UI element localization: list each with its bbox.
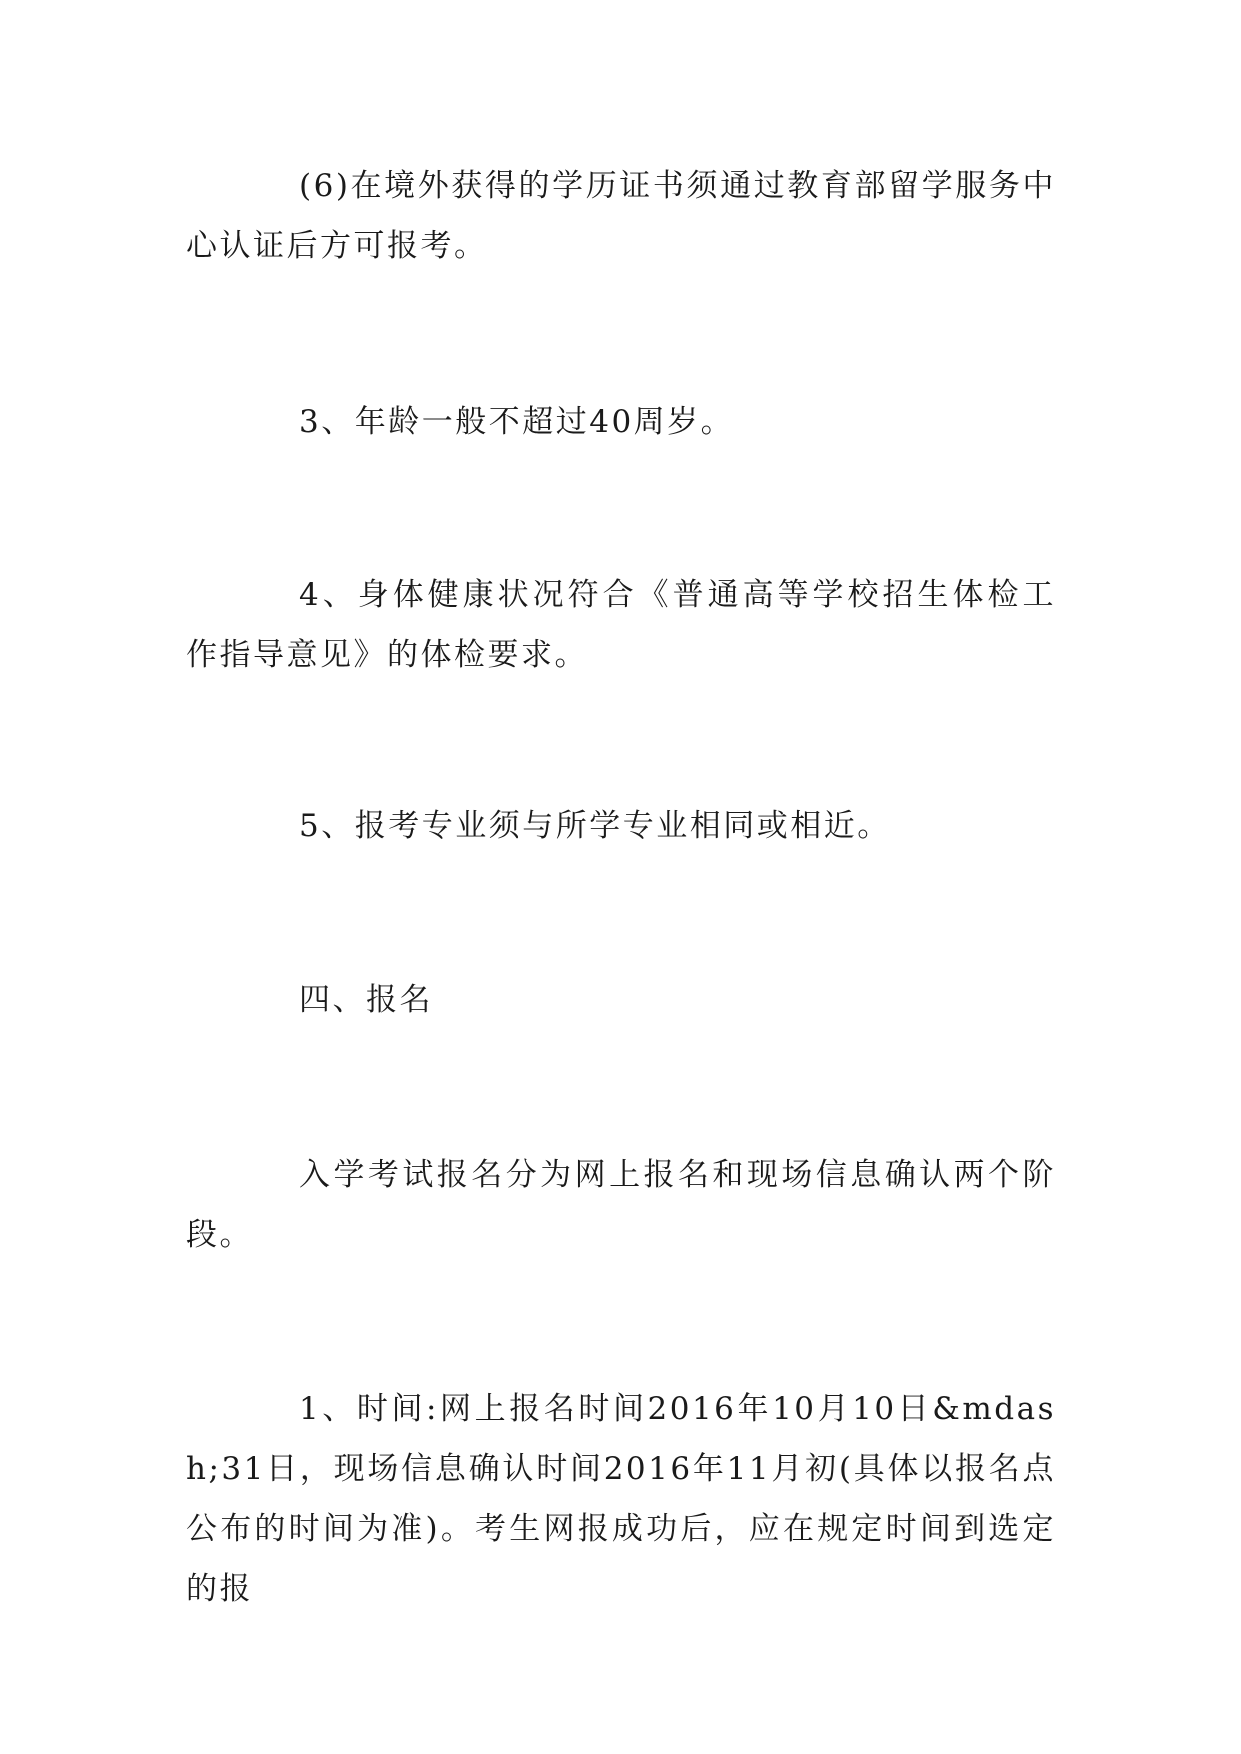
paragraph-registration-stages: 入学考试报名分为网上报名和现场信息确认两个阶段。 (186, 1157, 1056, 1253)
paragraph-age-requirement: 3、年龄一般不超过40周岁。 (299, 404, 735, 440)
paragraph-overseas-degree-certification: (6)在境外获得的学历证书须通过教育部留学服务中心认证后方可报考。 (186, 168, 1056, 264)
paragraph-major-requirement: 5、报考专业须与所学专业相同或相近。 (299, 808, 891, 844)
paragraph-registration-time: 1、时间:网上报名时间2016年10月10日&mdash;31日，现场信息确认时间2016年11月初(具体以报名点公布的时间为准)。考生网报成功后，应在规定时间到选定的报 (186, 1391, 1056, 1607)
section-heading-registration: 四、报名 (299, 982, 433, 1018)
paragraph-health-requirement: 4、身体健康状况符合《普通高等学校招生体检工作指导意见》的体检要求。 (186, 577, 1056, 673)
